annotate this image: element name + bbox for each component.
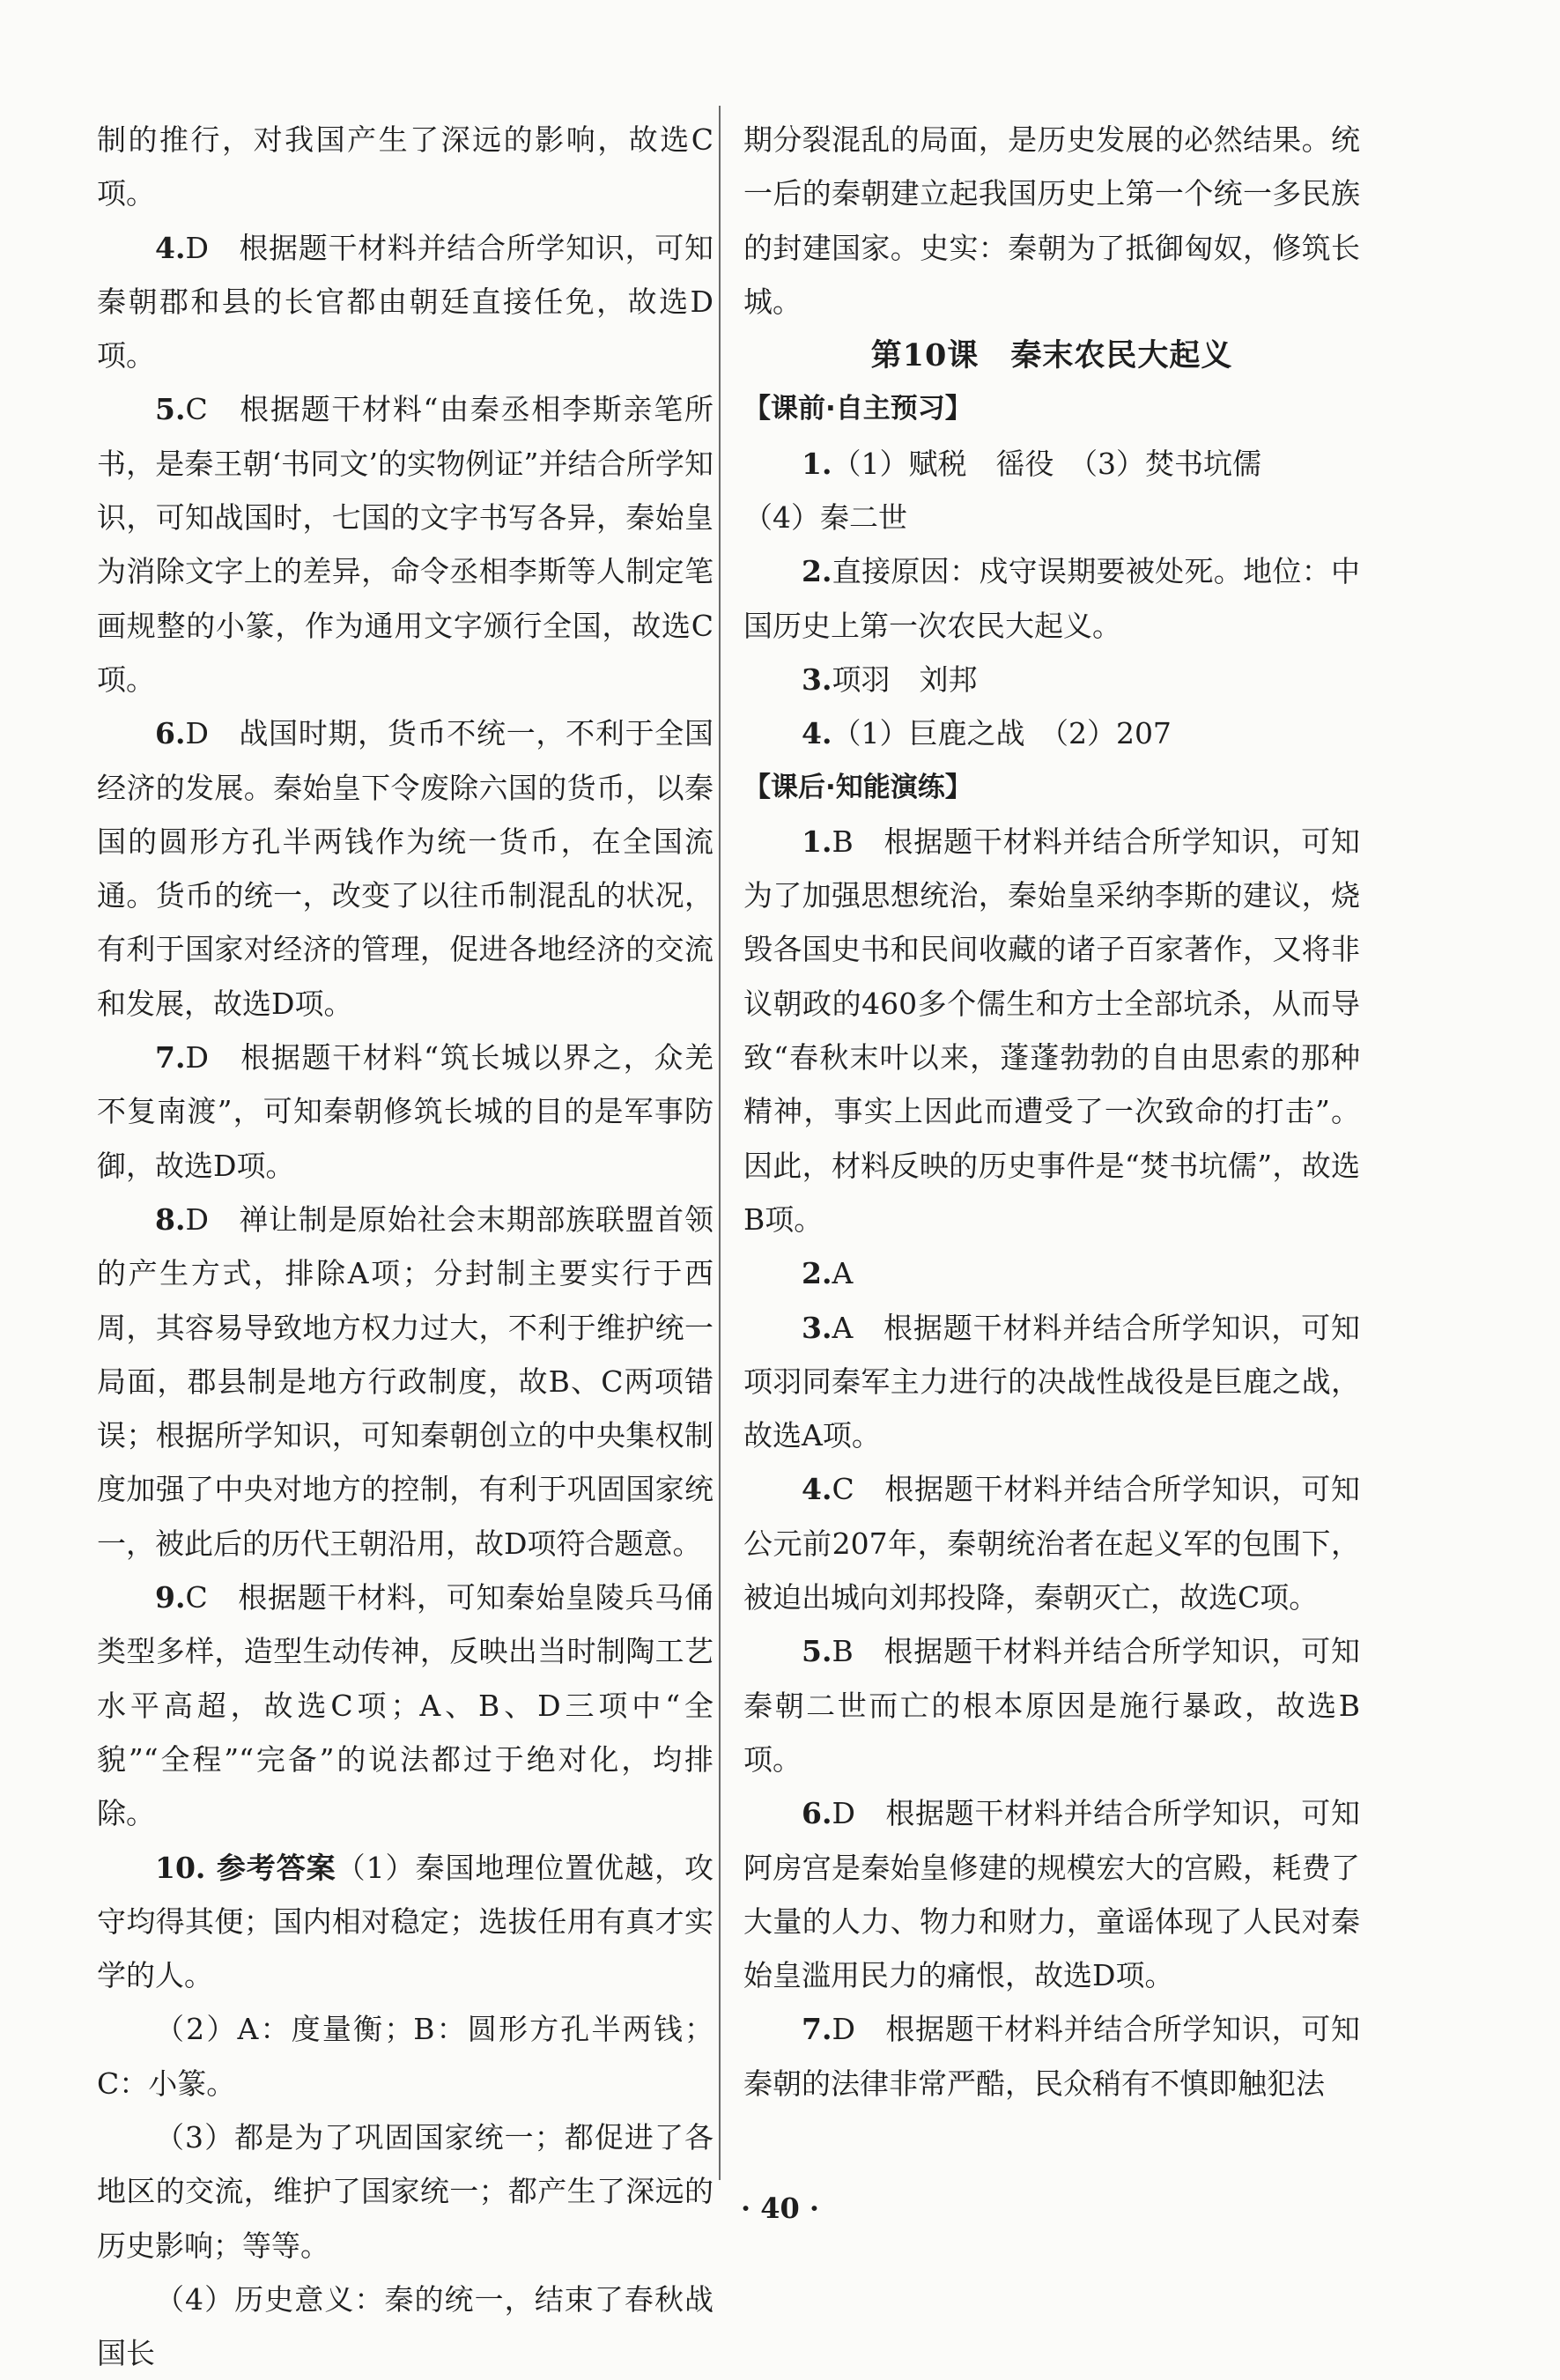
answer-text: 期分裂混乱的局面，是历史发展的必然结果。统一后的秦朝建立起我国历史上第一个统一多民族的封建国家。史实：秦朝为了抵御匈奴，修筑长城。 [743,122,1360,319]
answer-number: 4. [155,230,186,265]
answer-text: D 根据题干材料并结合所学知识，可知秦朝的法律非常严酷，民众稍有不慎即触犯法 [743,2012,1360,2101]
answer-number: 4. [802,1472,832,1507]
answer-text: （1）巨鹿之战 （2）207 [832,716,1172,751]
answer-number: 9. [155,1580,186,1615]
answer-paragraph [743,815,1360,1246]
answer-number: 3. [802,1310,832,1345]
answer-number: 4. [802,716,832,751]
answer-number: 5. [802,1634,832,1669]
answer-paragraph [743,491,1360,544]
answer-text: D 根据题干材料并结合所学知识，可知秦朝郡和县的长官都由朝廷直接任免，故选D项。 [97,230,713,373]
answer-paragraph [97,1841,713,2003]
left-column [97,113,713,2380]
answer-number: 8. [155,1201,186,1237]
answer-paragraph [743,2002,1360,2110]
section-practice [743,815,1360,2110]
answer-number: 7. [802,2012,832,2047]
right-top-block [743,113,1360,329]
answer-number: 2. [802,1256,832,1291]
answer-paragraph [743,1786,1360,2002]
answer-paragraph [743,437,1360,491]
answer-text: 制的推行，对我国产生了深远的影响，故选C项。 [97,122,713,211]
answer-text: B 根据题干材料并结合所学知识，可知秦朝二世而亡的根本原因是施行暴政，故选B项。 [743,1634,1360,1777]
section-header-practice: 【课后·知能演练】 [743,771,972,803]
answer-text: B 根据题干材料并结合所学知识，可知为了加强思想统治，秦始皇采纳李斯的建议，烧毁各国史书和民间收藏的诸子百家著作，又将非议朝政的460多个儒生和方士全部坑杀，从而导致“春秋末叶以来，蓬蓬勃勃的自由思索的那种精神，事实上因此而遭受了一次致命的打击”。因此，材料反映的历史事件是“焚书坑儒”，故选B项。 [743,824,1360,1237]
answer-text: C 根据题干材料“由秦丞相李斯亲笔所书，是秦王朝‘书同文’的实物例证”并结合所学知识，可知战国时，七国的文字书写各异，秦始皇为消除文字上的差异，命令丞相李斯等人制定笔画规整的小篆，作为通用文字颁行全国，故选C项。 [97,392,713,697]
answer-paragraph [743,1301,1360,1463]
section-header-preview: 【课前·自主预习】 [743,393,972,425]
answer-number: 3. [802,662,832,697]
answer-text: （1）赋税 徭役 （3）焚书坑儒 [832,446,1261,481]
answer-text: （3）都是为了巩固国家统一；都促进了各地区的交流，维护了国家统一；都产生了深远的历史影响；等等。 [97,2119,713,2263]
answer-text: A 根据题干材料并结合所学知识，可知项羽同秦军主力进行的决战性战役是巨鹿之战，故选A项。 [743,1310,1360,1453]
answer-paragraph [743,544,1360,653]
answer-paragraph [97,2002,713,2110]
answer-text: A [832,1256,854,1291]
answer-number: 2. [802,554,832,589]
answer-text: D 根据题干材料“筑长城以界之，众羌不复南渡”，可知秦朝修筑长城的目的是军事防御，故选D项。 [97,1040,713,1183]
page-number: · 40 · [740,2192,820,2225]
answer-number: 1. [802,824,832,859]
answer-number: 10. 参考答案 [155,1850,336,1885]
answer-text: D 禅让制是原始社会末期部族联盟首领的产生方式，排除A项；分封制主要实行于西周，其容易导致地方权力过大，不利于维护统一局面，郡县制是地方行政制度，故B、C两项错误；根据所学知识，可知秦朝创立的中央集权制度加强了中央对地方的控制，有利于巩固国家统一，被此后的历代王朝沿用，故D项符合题意。 [97,1201,713,1561]
answer-paragraph [743,1462,1360,1624]
answer-paragraph [743,706,1360,760]
answer-paragraph [97,1571,713,1840]
answer-paragraph [97,1193,713,1571]
answer-number: 6. [802,1796,832,1831]
answer-number: 6. [155,716,186,751]
lesson-title: 第10课 秦末农民大起义 [870,337,1233,374]
answer-paragraph [743,113,1360,329]
answer-text: 直接原因：戍守误期要被处死。地位：中国历史上第一次农民大起义。 [743,554,1360,643]
answer-text: （1）秦国地理位置优越，攻守均得其便；国内相对稳定；选拔任用有真才实学的人。 [97,1850,713,1993]
answer-paragraph [743,653,1360,706]
answer-paragraph [743,1246,1360,1300]
section-preview [743,437,1360,761]
answer-number: 1. [802,446,832,481]
column-divider [719,106,721,2180]
answer-paragraph [97,2273,713,2380]
answer-text: D 战国时期，货币不统一，不利于全国经济的发展。秦始皇下令废除六国的货币，以秦国的圆形方孔半两钱作为统一货币，在全国流通。货币的统一，改变了以往币制混乱的状况，有利于国家对经济的管理，促进各地经济的交流和发展，故选D项。 [97,716,713,1021]
answer-paragraph [97,706,713,1031]
answer-paragraph [97,382,713,706]
answer-paragraph [97,221,713,383]
answer-text: D 根据题干材料并结合所学知识，可知阿房宫是秦始皇修建的规模宏大的宫殿，耗费了大量的人力、物力和财力，童谣体现了人民对秦始皇滥用民力的痛恨，故选D项。 [743,1796,1360,1993]
answer-paragraph [97,113,713,221]
answer-text: （4）秦二世 [743,500,907,536]
answer-text: 项羽 刘邦 [832,662,978,697]
answer-text: （2）A：度量衡；B：圆形方孔半两钱；C：小篆。 [97,2012,713,2101]
answer-number: 7. [155,1040,186,1075]
right-column [743,113,1360,2110]
answer-text: （4）历史意义：秦的统一，结束了春秋战国长 [97,2281,713,2371]
answer-paragraph [743,1624,1360,1786]
answer-text: C 根据题干材料并结合所学知识，可知公元前207年，秦朝统治者在起义军的包围下，被迫出城向刘邦投降，秦朝灭亡，故选C项。 [743,1472,1360,1615]
answer-paragraph [97,1031,713,1193]
answer-number: 5. [155,392,186,427]
answer-text: C 根据题干材料，可知秦始皇陵兵马俑类型多样，造型生动传神，反映出当时制陶工艺水平高超，故选C项；A、B、D三项中“全貌”“全程”“完备”的说法都过于绝对化，均排除。 [97,1580,713,1831]
